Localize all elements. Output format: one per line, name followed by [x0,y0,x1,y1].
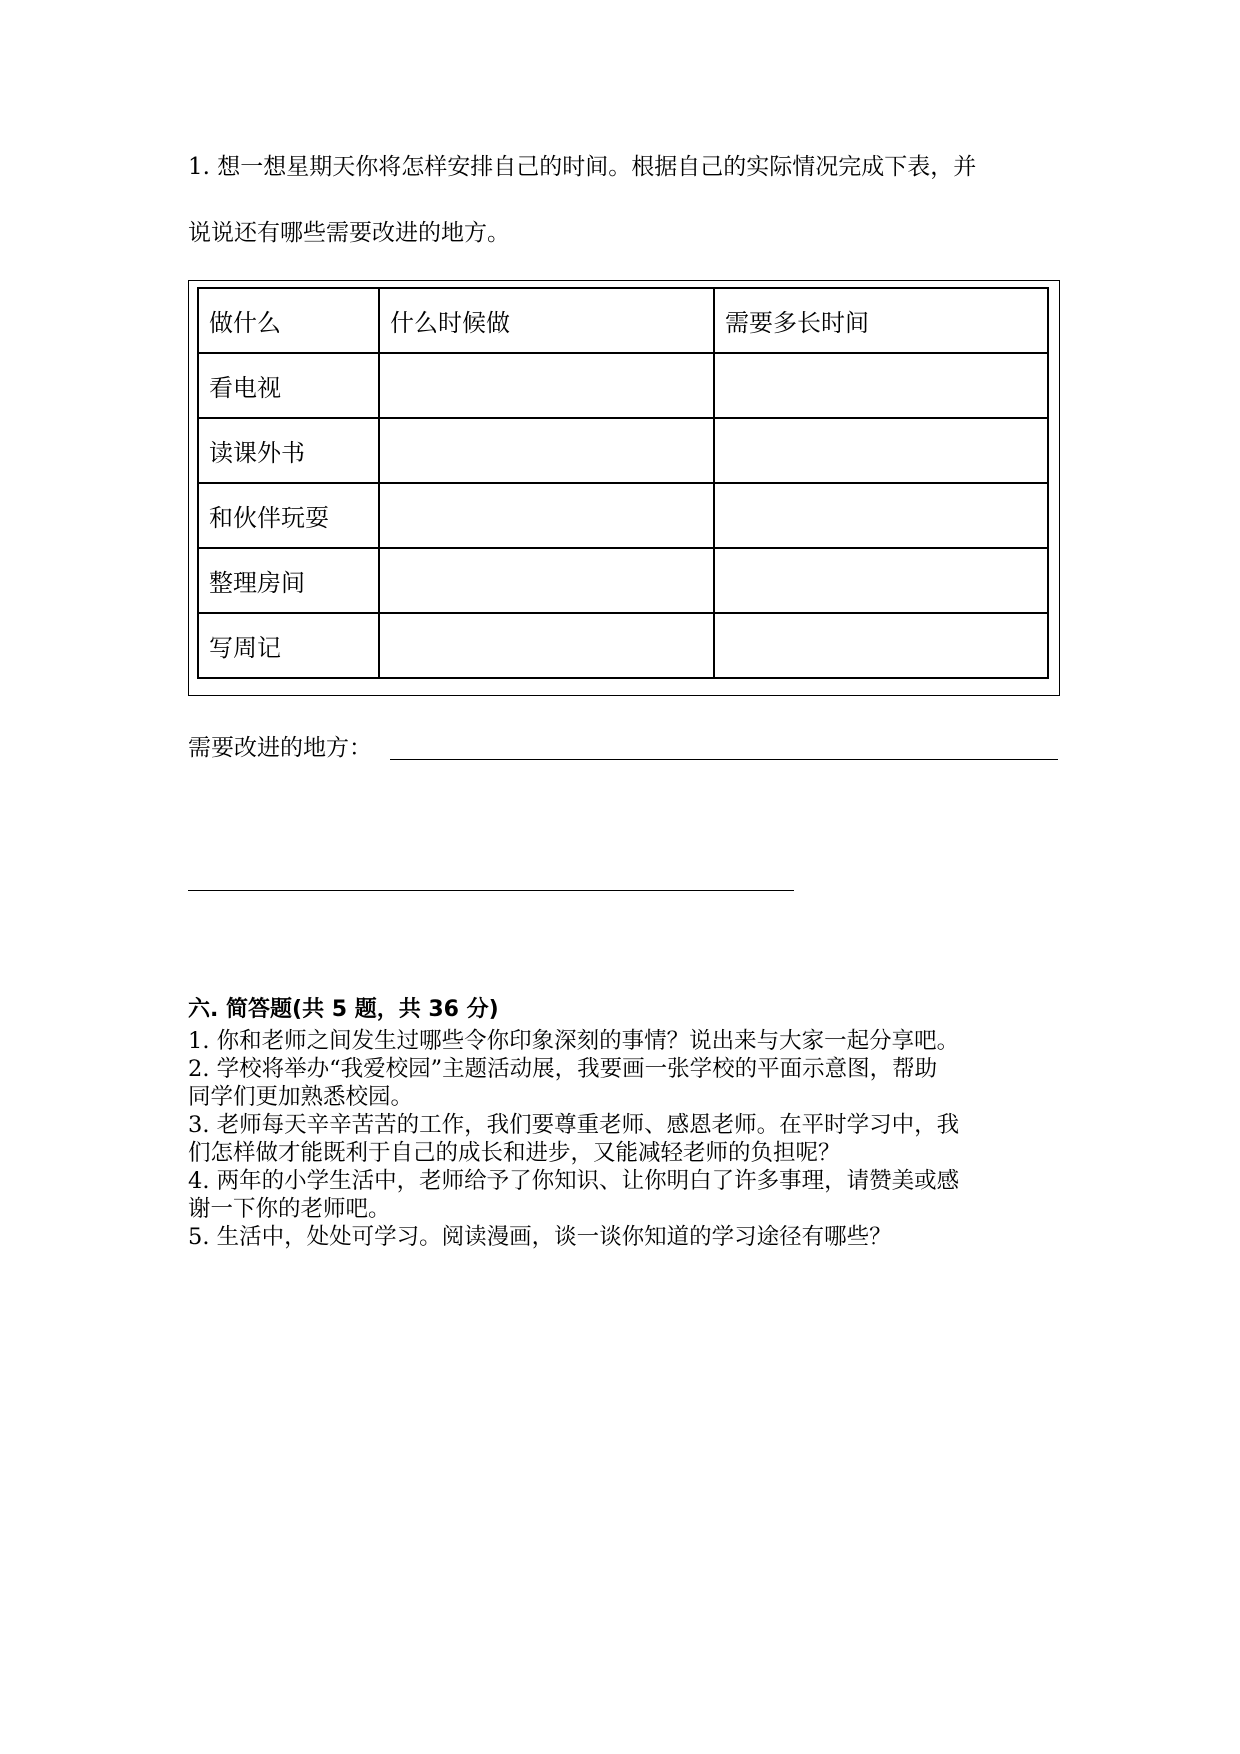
row-activity: 整理房间 [198,548,379,613]
when-cell[interactable] [379,418,714,483]
section-6-title: 六. 简答题(共 5 题，共 36 分) [188,997,499,1022]
section-6-line-3: 同学们更加熟悉校园。 [188,1084,414,1110]
answer-line-1[interactable] [390,759,1058,760]
when-cell[interactable] [379,613,714,678]
header-what: 做什么 [198,288,379,353]
duration-cell[interactable] [714,548,1048,613]
question-1-line-1: 1. 想一想星期天你将怎样安排自己的时间。根据自己的实际情况完成下表，并 [188,154,977,180]
header-when: 什么时候做 [379,288,714,353]
schedule-table [197,287,1049,679]
header-duration: 需要多长时间 [714,288,1048,353]
section-6-line-7: 谢一下你的老师吧。 [188,1196,391,1222]
improvement-label: 需要改进的地方： [188,735,372,761]
when-cell[interactable] [379,548,714,613]
section-6-line-6: 4. 两年的小学生活中，老师给予了你知识、让你明白了许多事理，请赞美或感 [188,1168,960,1194]
duration-cell[interactable] [714,483,1048,548]
when-cell[interactable] [379,353,714,418]
duration-cell[interactable] [714,418,1048,483]
row-activity: 读课外书 [198,418,379,483]
table-header-row [198,288,1048,353]
table-row [198,548,1048,613]
section-6-line-5: 们怎样做才能既利于自己的成长和进步，又能减轻老师的负担呢？ [188,1140,841,1166]
table-row [198,353,1048,418]
schedule-table-frame [188,280,1060,696]
table-row [198,483,1048,548]
row-activity: 写周记 [198,613,379,678]
table-row [198,418,1048,483]
row-activity: 和伙伴玩耍 [198,483,379,548]
section-6-line-2: 2. 学校将举办“我爱校园”主题活动展，我要画一张学校的平面示意图，帮助 [188,1056,938,1082]
row-activity: 看电视 [198,353,379,418]
section-6-line-8: 5. 生活中，处处可学习。阅读漫画，谈一谈你知道的学习途径有哪些？ [188,1224,892,1250]
section-6-line-1: 1. 你和老师之间发生过哪些令你印象深刻的事情？说出来与大家一起分享吧。 [188,1028,960,1054]
duration-cell[interactable] [714,613,1048,678]
question-1-line-2: 说说还有哪些需要改进的地方。 [188,220,510,246]
section-6-line-4: 3. 老师每天辛辛苦苦的工作，我们要尊重老师、感恩老师。在平时学习中，我 [188,1112,960,1138]
duration-cell[interactable] [714,353,1048,418]
answer-line-2[interactable] [188,890,794,891]
table-row [198,613,1048,678]
when-cell[interactable] [379,483,714,548]
